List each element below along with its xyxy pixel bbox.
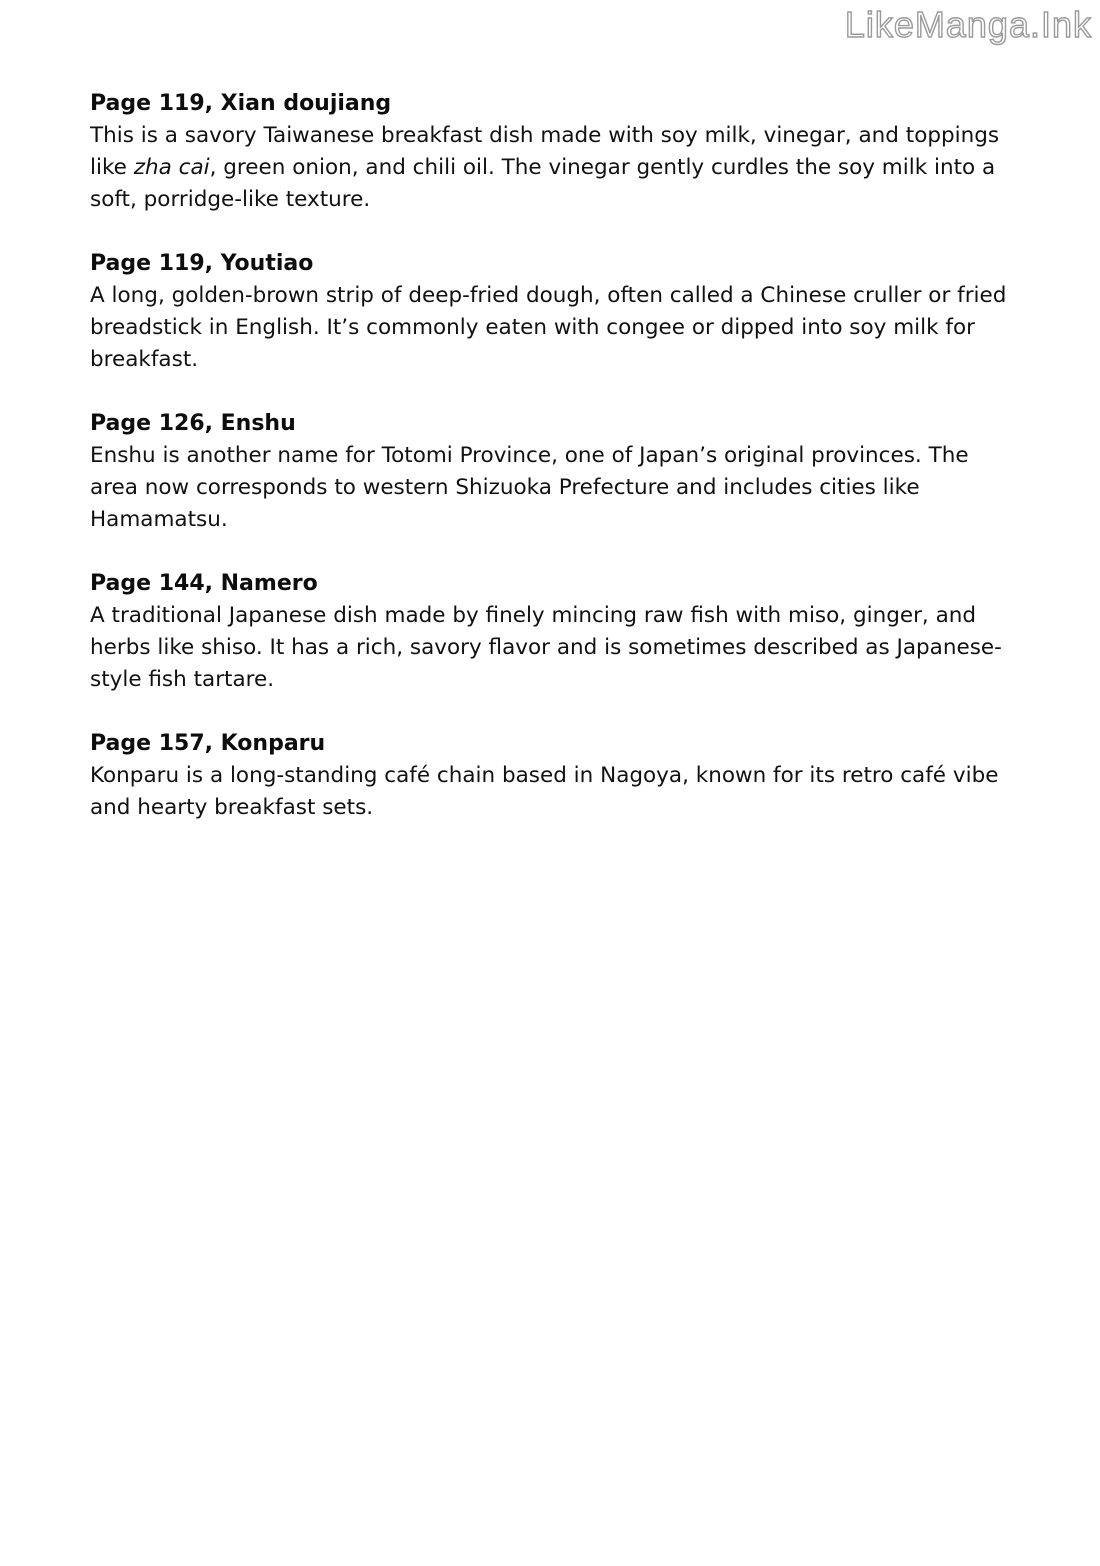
note-heading: Page 119, Xian doujiang [90,91,392,116]
note-body: Konparu is a long-standing café chain based in Nagoya, known for its retro café vibe and hearty breakfast sets. [90,763,999,820]
note-body-text: This is a savory Taiwanese breakfast dish made with soy milk, vinegar, and toppings like [90,123,1000,180]
note-body: A long, golden-brown strip of deep-fried dough, often called a Chinese cruller or fried breadstick in English. It’s commonly eaten with congee or dipped into soy milk for breakfast. [90,283,1007,372]
note-body-text: , green onion, and chili oil. The vinegar gently curdles the soy milk into a soft, porridge-like texture. [90,155,996,212]
note-xian-doujiang [90,88,1010,216]
watermark-logo: LikeManga.Ink [844,4,1092,45]
note-namero [90,568,1010,696]
note-heading: Page 144, Namero [90,571,318,596]
note-body [90,120,1010,216]
note-heading: Page 126, Enshu [90,411,296,436]
note-konparu [90,728,1010,824]
note-body: Enshu is another name for Totomi Province, one of Japan’s original provinces. The area now corresponds to western Shizuoka Prefecture and includes cities like Hamamatsu. [90,443,969,532]
note-body: A traditional Japanese dish made by finely mincing raw fish with miso, ginger, and herbs like shiso. It has a rich, savory flavor and is sometimes described as Japanese-style fish tartare. [90,603,1002,692]
note-enshu [90,408,1010,536]
note-heading: Page 119, Youtiao [90,251,314,276]
note-youtiao [90,248,1010,376]
note-body-italic-term: zha cai [133,155,210,180]
note-heading: Page 157, Konparu [90,731,326,756]
translation-notes [90,88,1010,856]
